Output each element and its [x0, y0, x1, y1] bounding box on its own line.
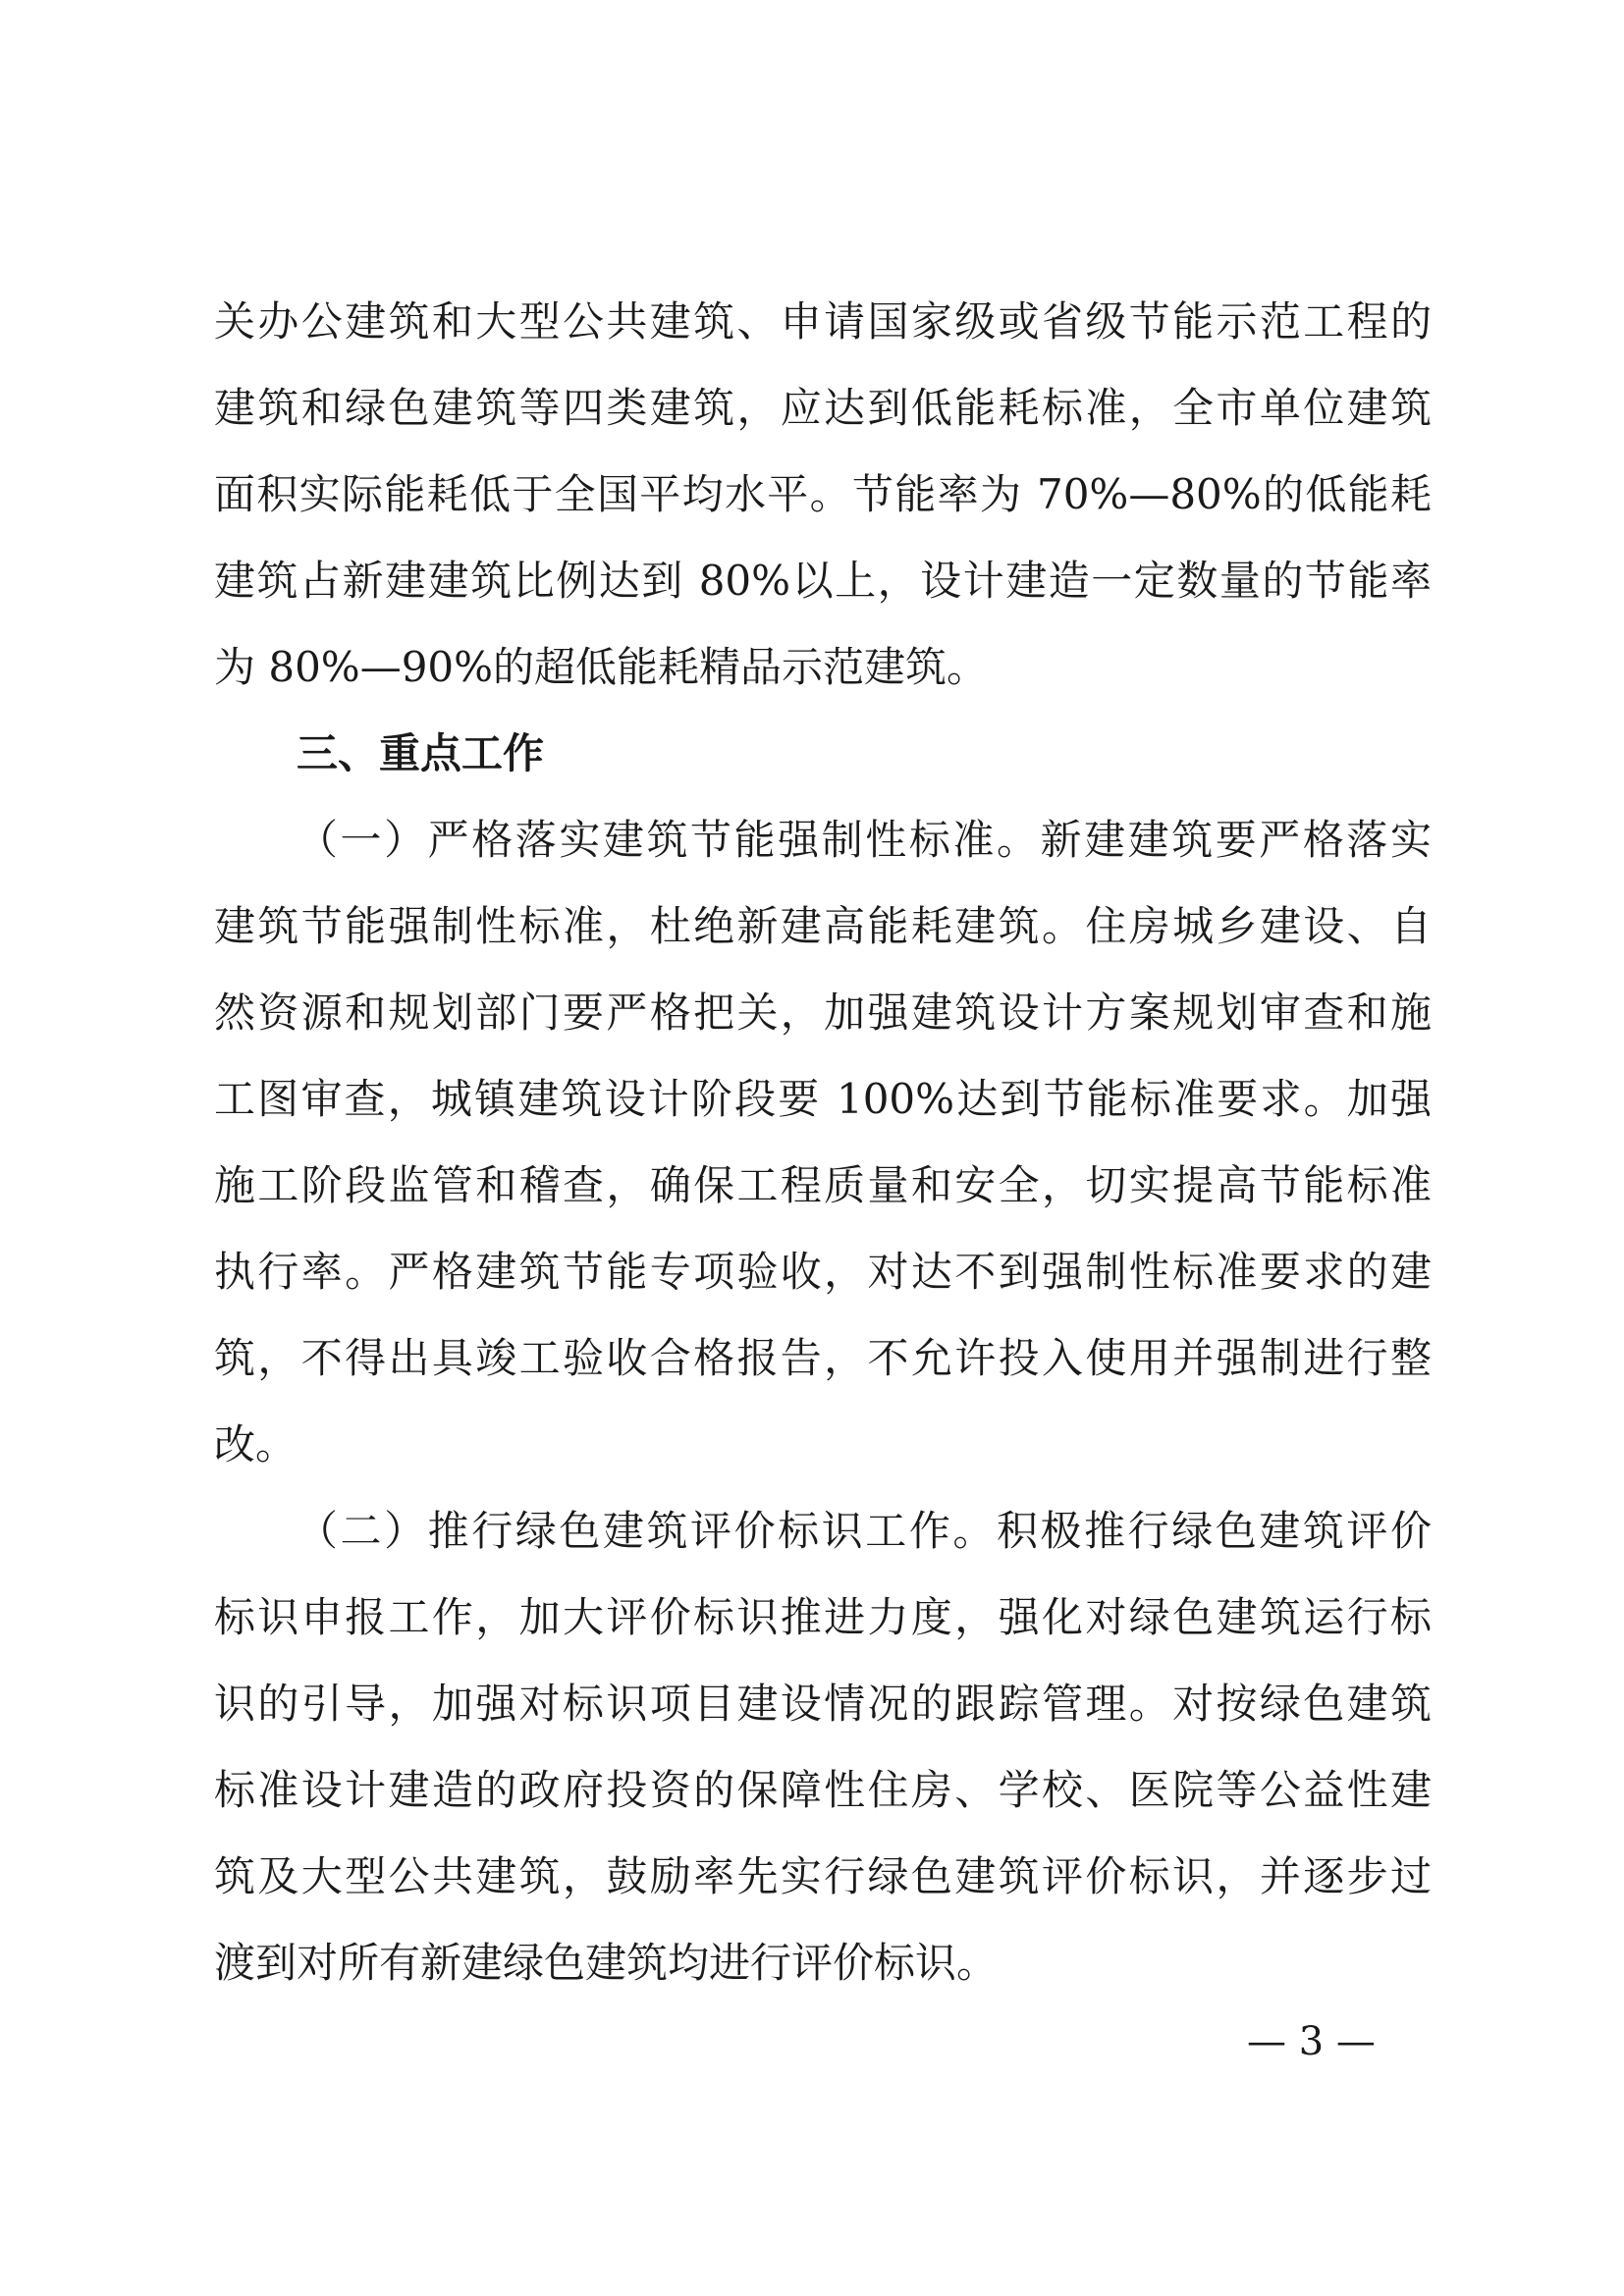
text-line: 识的引导，加强对标识项目建设情况的跟踪管理。对按绿色建筑: [214, 1680, 1432, 1728]
text-line: 筑，不得出具竣工验收合格报告，不允许投入使用并强制进行整: [214, 1334, 1432, 1382]
text-line: 然资源和规划部门要严格把关，加强建筑设计方案规划审查和施: [214, 988, 1432, 1037]
text-line: 渡到对所有新建绿色建筑均进行评价标识。: [214, 1939, 999, 1987]
text-line: 施工阶段监管和稽查，确保工程质量和安全，切实提高节能标准: [214, 1161, 1432, 1209]
text-line: 为 80%—90%的超低能耗精品示范建筑。: [214, 643, 989, 691]
text-line: 建筑占新建建筑比例达到 80%以上，设计建造一定数量的节能率: [214, 557, 1432, 605]
text-line: （一）严格落实建筑节能强制性标准。新建建筑要严格落实: [297, 816, 1432, 864]
text-line: 改。: [214, 1420, 298, 1468]
text-line: 执行率。严格建筑节能专项验收，对达不到强制性标准要求的建: [214, 1248, 1432, 1296]
text-line: 标准设计建造的政府投资的保障性住房、学校、医院等公益性建: [214, 1766, 1432, 1814]
text-line: 工图审查，城镇建筑设计阶段要 100%达到节能标准要求。加强: [214, 1075, 1432, 1123]
text-line: 建筑和绿色建筑等四类建筑，应达到低能耗标准，全市单位建筑: [214, 384, 1432, 432]
text-line: （二）推行绿色建筑评价标识工作。积极推行绿色建筑评价: [297, 1507, 1432, 1555]
page-number: — 3 —: [1247, 2019, 1376, 2064]
text-line: 建筑节能强制性标准，杜绝新建高能耗建筑。住房城乡建设、自: [214, 902, 1432, 950]
text-line: 筑及大型公共建筑，鼓励率先实行绿色建筑评价标识，并逐步过: [214, 1852, 1432, 1900]
text-line: 关办公建筑和大型公共建筑、申请国家级或省级节能示范工程的: [214, 297, 1432, 346]
text-line: 面积实际能耗低于全国平均水平。节能率为 70%—80%的低能耗: [214, 470, 1432, 518]
section-heading: 三、重点工作: [297, 729, 545, 777]
text-line: 标识申报工作，加大评价标识推进力度，强化对绿色建筑运行标: [214, 1593, 1432, 1641]
